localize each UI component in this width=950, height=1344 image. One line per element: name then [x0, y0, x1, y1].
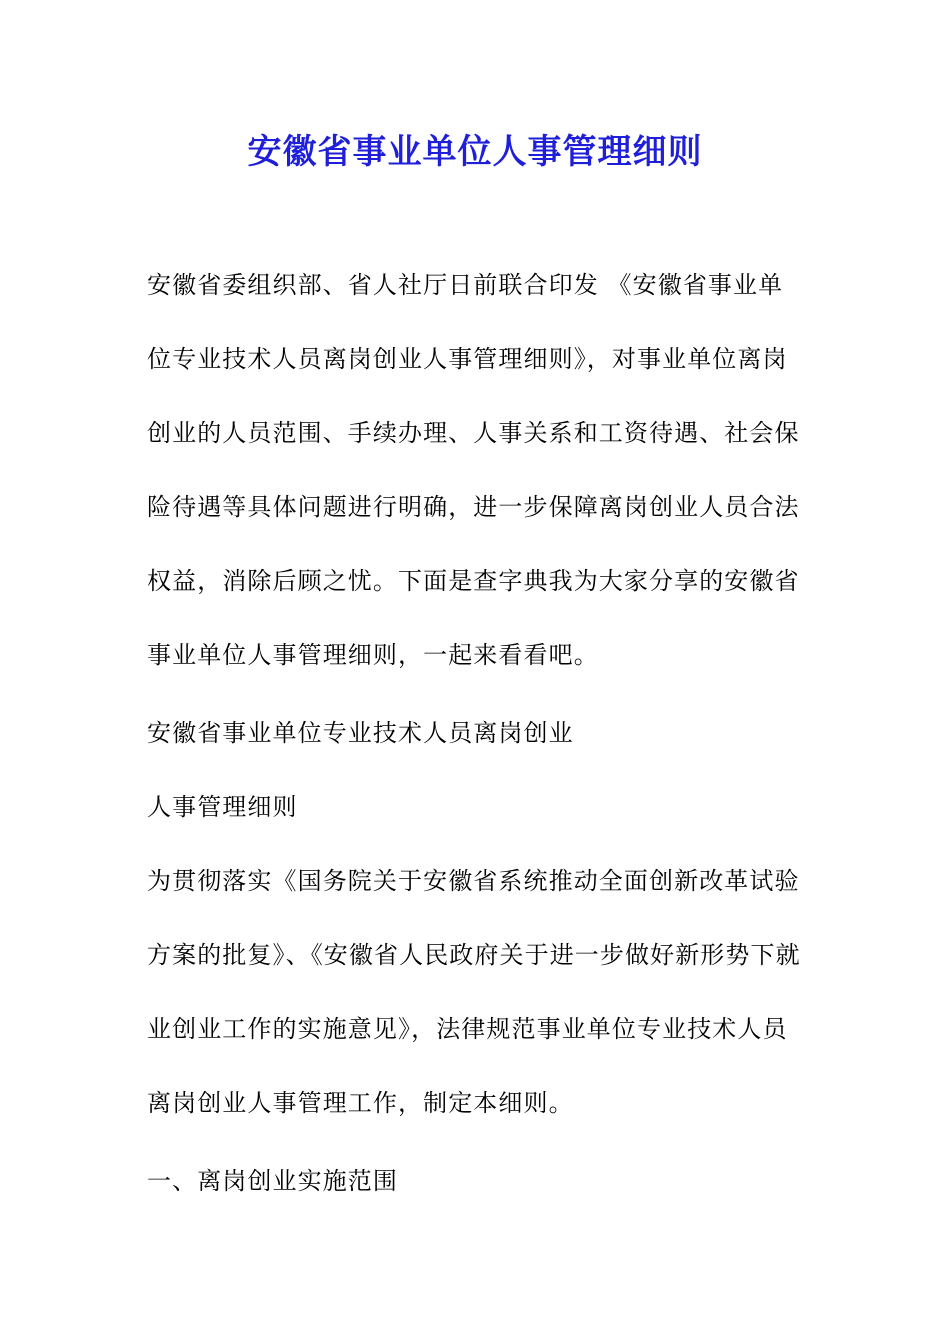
section-1-heading: 一、离岗创业实施范围 [147, 1167, 398, 1195]
document-title: 安徽省事业单位人事管理细则 [247, 132, 703, 172]
subheading-line-1: 安徽省事业单位专业技术人员离岗创业 [147, 719, 574, 747]
intro-paragraph: 安徽省委组织部、省人社厅日前联合印发 《安徽省事业单位专业技术人员离岗创业人事管理细则》，对事业单位离岗创业的人员范围、手续办理、人事关系和工资待遇、社会保险待遇等具体问题进行明确，进一步保障离岗创业人员合法权益，消除后顾之忧。下面是查字典我为大家分享的安徽省事业单位人事管理细则，一起来看看吧。 [147, 271, 800, 669]
purpose-paragraph: 为贯彻落实《国务院关于安徽省系统推动全面创新改革试验方案的批复》、《安徽省人民政府关于进一步做好新形势下就业创业工作的实施意见》，法律规范事业单位专业技术人员离岗创业人事管理工作，制定本细则。 [147, 867, 801, 1117]
subheading-line-2: 人事管理细则 [147, 793, 298, 821]
